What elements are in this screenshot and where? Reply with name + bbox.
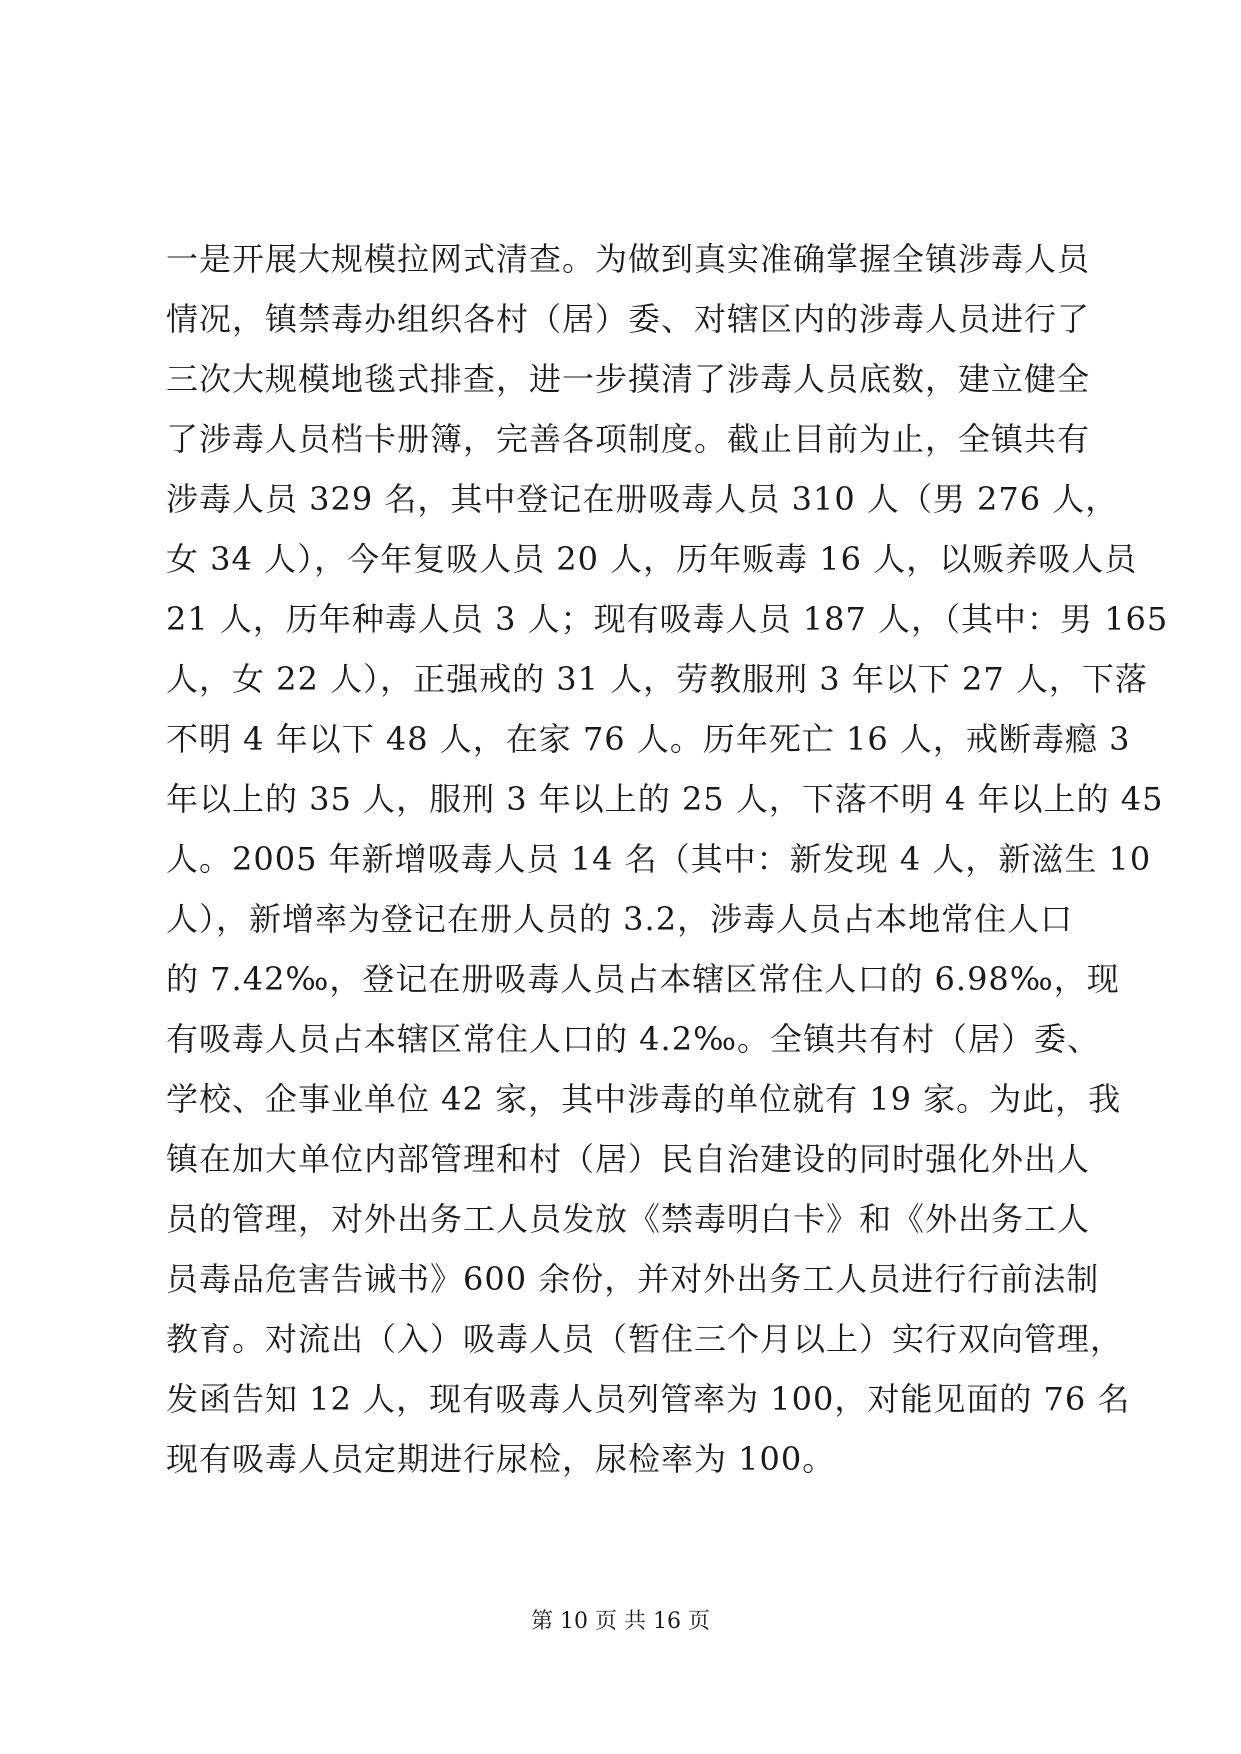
text-line: 人，女 22 人），正强戒的 31 人，劳教服刑 3 年以下 27 人，下落	[166, 660, 1148, 698]
text-line: 女 34 人），今年复吸人员 20 人，历年贩毒 16 人，以贩养吸人员	[166, 540, 1138, 578]
text-line: 三次大规模地毯式排查，进一步摸清了涉毒人员底数，建立健全	[166, 360, 1091, 398]
text-line: 镇在加大单位内部管理和村（居）民自治建设的同时强化外出人	[166, 1140, 1091, 1178]
text-line: 有吸毒人员占本辖区常住人口的 4.2‰。全镇共有村（居）委、	[166, 1020, 1101, 1058]
text-line: 的 7.42‰，登记在册吸毒人员占本辖区常住人口的 6.98‰，现	[166, 960, 1120, 998]
text-line: 员的管理，对外出务工人员发放《禁毒明白卡》和《外出务工人	[166, 1200, 1091, 1238]
text-line: 学校、企事业单位 42 家，其中涉毒的单位就有 19 家。为此，我	[166, 1080, 1122, 1118]
text-line: 情况，镇禁毒办组织各村（居）委、对辖区内的涉毒人员进行了	[166, 300, 1091, 338]
text-line: 员毒品危害告诫书》600 余份，并对外出务工人员进行行前法制	[166, 1260, 1100, 1298]
text-line: 一是开展大规模拉网式清查。为做到真实准确掌握全镇涉毒人员	[166, 240, 1091, 278]
text-line: 不明 4 年以下 48 人，在家 76 人。历年死亡 16 人，戒断毒瘾 3	[166, 720, 1131, 758]
text-line: 21 人，历年种毒人员 3 人；现有吸毒人员 187 人，（其中：男 165	[166, 600, 1169, 638]
text-line: 现有吸毒人员定期进行尿检，尿检率为 100。	[166, 1440, 836, 1478]
page-number-footer: 第 10 页 共 16 页	[531, 1609, 710, 1634]
text-line: 教育。对流出（入）吸毒人员（暂住三个月以上）实行双向管理，	[166, 1320, 1124, 1358]
body-paragraph	[166, 229, 1169, 1489]
text-line: 涉毒人员 329 名，其中登记在册吸毒人员 310 人（男 276 人，	[166, 480, 1119, 518]
text-line: 发函告知 12 人，现有吸毒人员列管率为 100，对能见面的 76 名	[166, 1380, 1131, 1418]
text-line: 人。2005 年新增吸毒人员 14 名（其中：新发现 4 人，新滋生 10	[166, 840, 1152, 878]
text-line: 年以上的 35 人，服刑 3 年以上的 25 人，下落不明 4 年以上的 45	[166, 780, 1164, 818]
text-line: 了涉毒人员档卡册簿，完善各项制度。截止目前为止，全镇共有	[166, 420, 1091, 458]
text-line: 人），新增率为登记在册人员的 3.2，涉毒人员占本地常住人口	[166, 900, 1074, 938]
